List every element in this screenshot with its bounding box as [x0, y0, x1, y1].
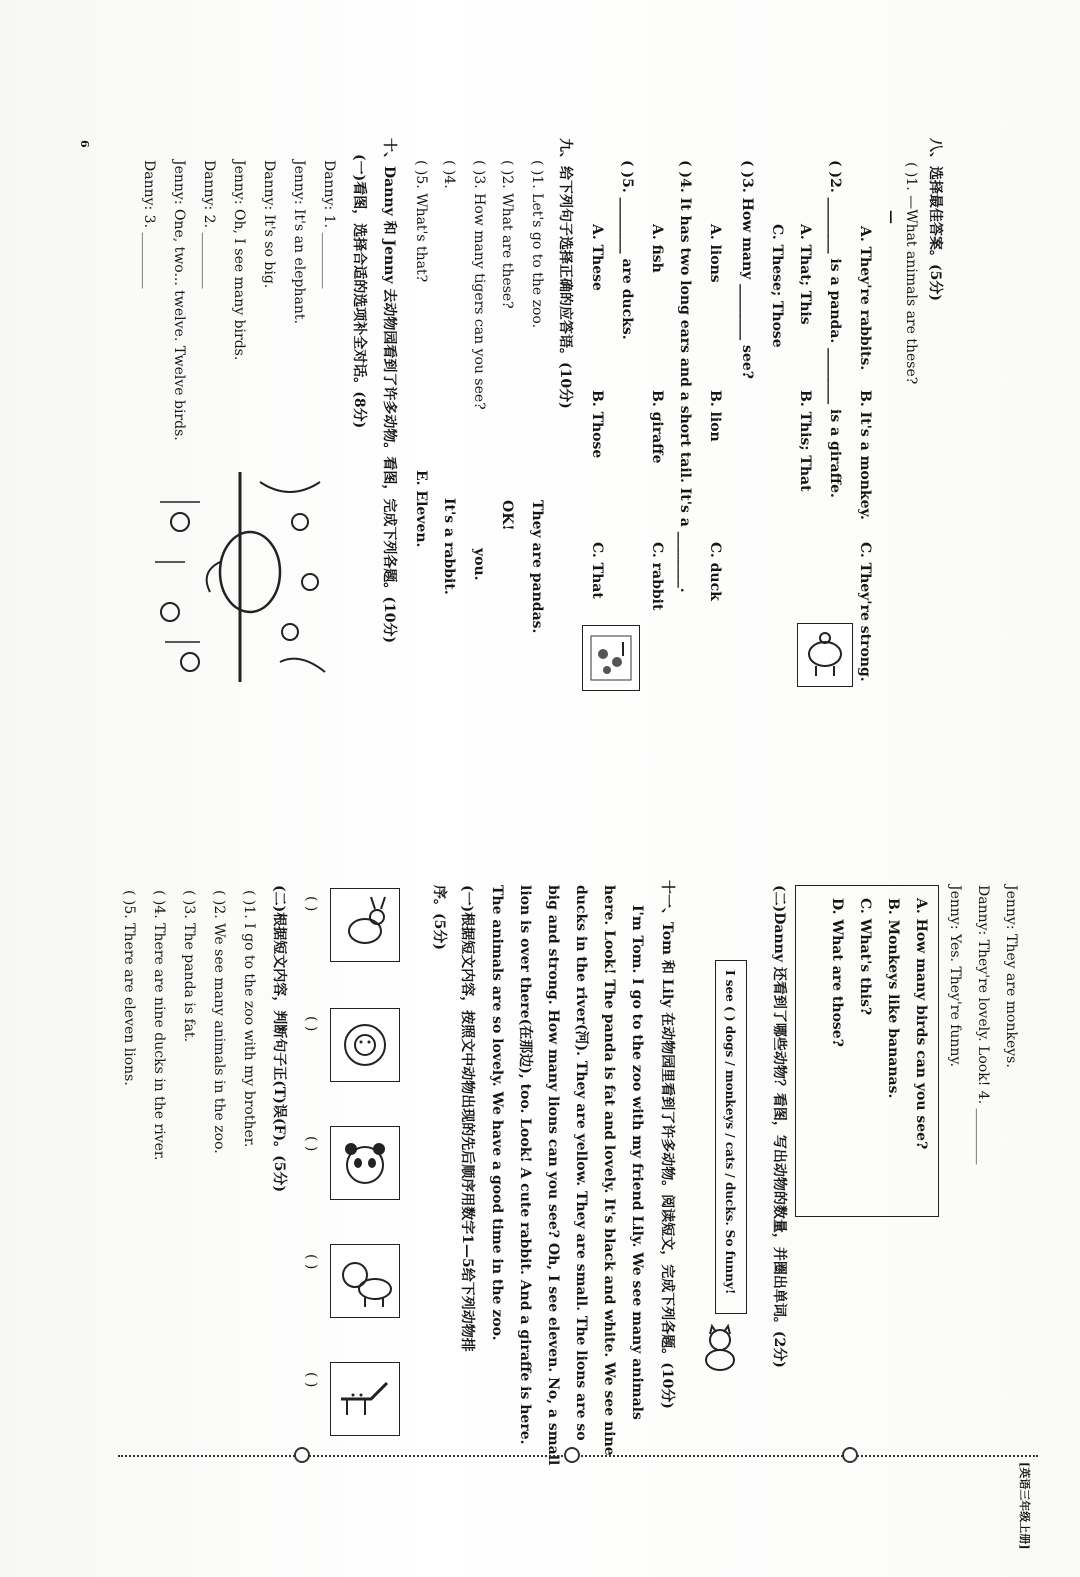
- passage-line: big and strong. How many lions can you see? Oh, I see eleven. No, a small: [545, 885, 561, 1466]
- order-blank[interactable]: ( ): [303, 1372, 319, 1388]
- dialog-line: Danny: 1. ________: [321, 160, 337, 289]
- choice: A. How many birds can you see?: [913, 898, 929, 1150]
- option: C. These; Those: [769, 224, 785, 348]
- passage-line: here. Look! The panda is fat and lovely. It's black and white. We see nine: [601, 885, 617, 1456]
- order-blank[interactable]: ( ): [303, 896, 319, 912]
- dialog-line: Danny: It's so big.: [261, 160, 277, 289]
- option: B. Those: [589, 390, 605, 459]
- answer-9: E. Eleven.: [413, 470, 429, 548]
- option: B. It's a monkey.: [857, 390, 873, 520]
- lion-face-picture: [330, 1008, 400, 1082]
- section-10-sub2: (二)Danny 还看到了哪些动物？看图，写出动物的数量，并圈出单词。(2分): [771, 885, 787, 1368]
- question-9-2: ( )2. What are these?: [499, 160, 515, 309]
- tf-statement: ( )5. There are eleven lions.: [121, 890, 137, 1086]
- zoo-illustration: [140, 462, 340, 694]
- answer-9: They are pandas.: [529, 500, 545, 634]
- question-8-5: ( )5. ________ are ducks.: [619, 160, 635, 340]
- section-11-sub1: (一)根据短文内容，按照文中动物出现的先后顺序用数字1—5给下列动物排: [459, 885, 475, 1352]
- question-8-1: ( )1. —What animals are these?: [903, 162, 919, 385]
- question-9-5: ( )5. What's that?: [413, 160, 429, 283]
- dash: —: [883, 210, 899, 224]
- sheep-picture: [797, 623, 853, 687]
- question-8-4: ( )4. It has two long ears and a short tail. It's a ________.: [677, 160, 693, 593]
- dialog-line: Danny: 2. ________: [201, 160, 217, 289]
- option: A. That; This: [797, 224, 813, 325]
- section-10-title: 十、Danny 和 Jenny 去动物园看到了许多动物。看图，完成下列各题。(10分): [381, 138, 397, 644]
- option: B. lion: [707, 390, 723, 442]
- option: A. fish: [649, 224, 665, 273]
- section-10-sub1: (一)看图，选择合适的选项补全对话。(8分): [351, 154, 367, 429]
- footer-brand: [英语三年级上册]: [1018, 1462, 1031, 1550]
- tf-statement: ( )3. The panda is fat.: [181, 890, 197, 1043]
- ducks-picture: [582, 625, 640, 691]
- rabbit-picture: [330, 888, 400, 962]
- section-11-sub1b: 序。(5分): [431, 885, 447, 950]
- option: A. lions: [707, 224, 723, 283]
- panda-picture: [330, 1126, 400, 1200]
- option: B. giraffe: [649, 390, 665, 464]
- passage-line: ducks in the river(河). They are yellow. They are small. The lions are so: [573, 885, 589, 1441]
- section-9-title: 九、给下列句子选择正确的应答语。(10分): [557, 138, 573, 409]
- lion-picture: [330, 1244, 400, 1318]
- tf-statement: ( )1. I go to the zoo with my brother.: [241, 890, 257, 1148]
- passage-line: I'm Tom. I go to the zoo with my friend Lily. We see many animals: [629, 905, 645, 1420]
- dialog-line: Danny: 3. ________: [141, 160, 157, 289]
- option: B. This; That: [797, 390, 813, 492]
- page-number: 6: [78, 140, 91, 148]
- answer-9: It's a rabbit.: [441, 498, 457, 595]
- order-blank[interactable]: ( ): [303, 1254, 319, 1270]
- choice: C. What's this?: [857, 898, 873, 1016]
- option: C. They're strong.: [857, 542, 873, 682]
- option: C. That: [589, 542, 605, 599]
- dialog-line: Jenny: It's an elephant.: [291, 160, 307, 324]
- choice: D. What are those?: [829, 898, 845, 1047]
- cat-picture: [690, 1318, 750, 1378]
- section-11-sub2: (二)根据短文内容，判断句子正(T)误(F)。(5分): [271, 885, 287, 1193]
- sub2-text: I see ( ) dogs / monkeys / cats / ducks. So funny!: [723, 970, 737, 1295]
- question-9-1: ( )1. Let's go to the zoo.: [529, 160, 545, 329]
- dialog-cont: Danny: They're lovely. Look! 4. ________: [975, 885, 991, 1165]
- order-blank[interactable]: ( ): [303, 1016, 319, 1032]
- dialog-line: Jenny: One, two... twelve. Twelve birds.: [171, 160, 187, 441]
- question-8-3: ( )3. How many ________ see?: [739, 160, 755, 379]
- option: A. They're rabbits.: [857, 226, 873, 371]
- choice: B. Monkeys like bananas.: [885, 898, 901, 1099]
- passage-line: lion is over there(在那边), too. Look! A cute rabbit. And a giraffe is here.: [517, 885, 533, 1445]
- answer-9: you.: [471, 548, 487, 581]
- option: C. duck: [707, 542, 723, 601]
- dialog-cont: Jenny: Yes. They're funny.: [947, 885, 963, 1067]
- dialog-line: Jenny: Oh, I see many birds.: [231, 160, 247, 361]
- option: C. rabbit: [649, 542, 665, 611]
- giraffe-picture: [330, 1362, 400, 1436]
- question-9-4: ( )4.: [441, 160, 457, 189]
- question-9-3: ( )3. How many tigers can you see?: [471, 160, 487, 410]
- dialog-cont: Jenny: They are monkeys.: [1003, 885, 1019, 1068]
- tf-statement: ( )2. We see many animals in the zoo.: [211, 890, 227, 1154]
- tf-statement: ( )4. There are nine ducks in the river.: [151, 890, 167, 1161]
- binding-hole: [842, 1447, 858, 1463]
- question-8-2: ( )2. ________ is a panda. ________ is a giraffe.: [827, 160, 843, 498]
- binding-hole: [564, 1447, 580, 1463]
- section-11-title: 十一、Tom 和 Lily 在动物园里看到了许多动物。阅读短文，完成下列各题。(10分): [659, 880, 675, 1409]
- binding-hole: [294, 1447, 310, 1463]
- section-8-title: 八、选择最佳答案。(5分): [927, 138, 943, 301]
- answer-9: OK!: [499, 500, 515, 531]
- passage-line: The animals are so lovely. We have a good time in the zoo.: [489, 885, 505, 1341]
- order-blank[interactable]: ( ): [303, 1136, 319, 1152]
- option: A. These: [589, 224, 605, 291]
